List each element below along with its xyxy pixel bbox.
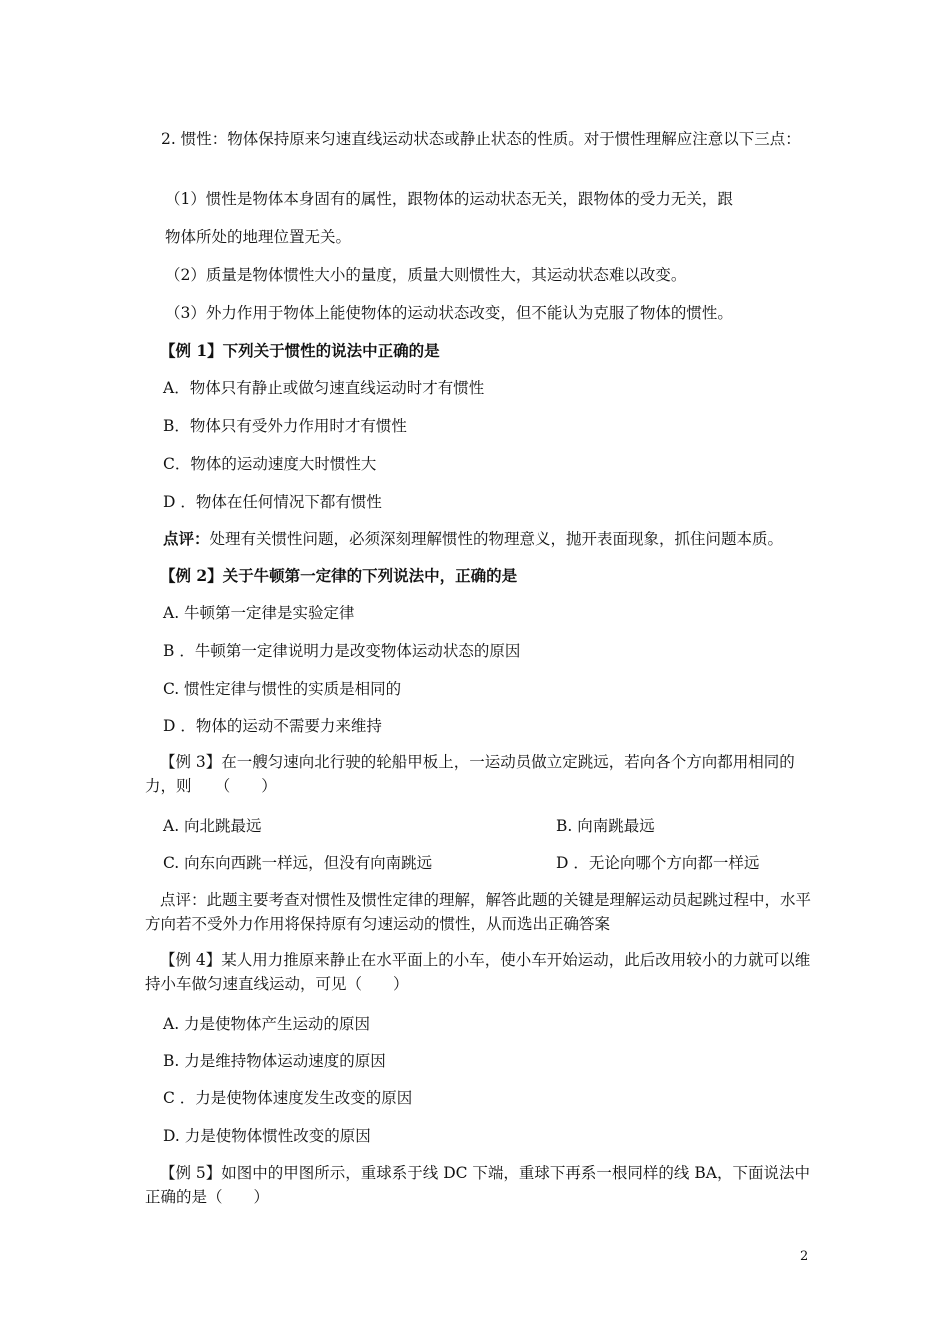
point-3: （3）外力作用于物体上能使物体的运动状态改变，但不能认为克服了物体的惯性。 [165, 304, 733, 322]
example-1-question: 【例 1】下列关于惯性的说法中正确的是 [160, 341, 440, 360]
example-1-option-b: B．物体只有受外力作用时才有惯性 [163, 417, 407, 435]
example-4-question: 【例 4】某人用力推原来静止在水平面上的小车，使小车开始运动，此后改用较小的力就可以维持小车做匀速直线运动，可见（ ） [145, 951, 811, 993]
example-2-option-d: D ．物体的运动不需要力来维持 [163, 717, 382, 735]
point-1-line-1: （1）惯性是物体本身固有的属性，跟物体的运动状态无关，跟物体的受力无关，跟 [165, 190, 733, 208]
example-3-comment: 点评：此题主要考查对惯性及惯性定律的理解，解答此题的关键是理解运动员起跳过程中，水平方向若不受外力作用将保持原有匀速运动的惯性，从而选出正确答案 [145, 891, 812, 933]
point-2: （2）质量是物体惯性大小的量度，质量大则惯性大，其运动状态难以改变。 [165, 266, 687, 284]
example-2-option-b: B ．牛顿第一定律说明力是改变物体运动状态的原因 [163, 642, 521, 660]
point-1-line-2: 物体所处的地理位置无关。 [165, 228, 352, 246]
inertia-definition: 2. 惯性：物体保持原来匀速直线运动状态或静止状态的性质。对于惯性理解应注意以下三点： [161, 130, 801, 148]
example-1-option-d: D ．物体在任何情况下都有惯性 [163, 493, 382, 511]
example-2-option-c: C. 惯性定律与惯性的实质是相同的 [163, 680, 402, 698]
example-3-option-b: B. 向南跳最远 [556, 817, 655, 835]
example-2-question: 【例 2】关于牛顿第一定律的下列说法中，正确的是 [160, 566, 518, 585]
example-3-option-c: C. 向东向西跳一样远，但没有向南跳远 [163, 854, 433, 872]
example-4-option-b: B. 力是维持物体运动速度的原因 [163, 1052, 386, 1070]
example-3-question: 【例 3】在一艘匀速向北行驶的轮船甲板上，一运动员做立定跳远，若向各个方向都用相同的力，则 （ ） [145, 753, 795, 795]
example-1-option-a: A．物体只有静止或做匀速直线运动时才有惯性 [163, 379, 485, 397]
example-4-option-d: D. 力是使物体惯性改变的原因 [163, 1127, 371, 1145]
example-1-option-c: C．物体的运动速度大时惯性大 [163, 455, 377, 473]
page-number: 2 [800, 1249, 809, 1264]
example-1-comment [163, 527, 783, 551]
example-2-option-a: A. 牛顿第一定律是实验定律 [163, 604, 355, 622]
example-5-question: 【例 5】如图中的甲图所示，重球系于线 DC 下端，重球下再系一根同样的线 BA，下面说法中正确的是（ ） [145, 1164, 810, 1206]
example-4-option-c: C ．力是使物体速度发生改变的原因 [163, 1089, 413, 1107]
example-4-option-a: A. 力是使物体产生运动的原因 [163, 1015, 371, 1033]
comment-label: 点评： [163, 529, 210, 548]
example-3-option-a: A. 向北跳最远 [163, 817, 262, 835]
comment-text: 处理有关惯性问题，必须深刻理解惯性的物理意义，抛开表面现象，抓住问题本质。 [209, 530, 784, 548]
example-3-option-d: D ．无论向哪个方向都一样远 [556, 854, 760, 872]
